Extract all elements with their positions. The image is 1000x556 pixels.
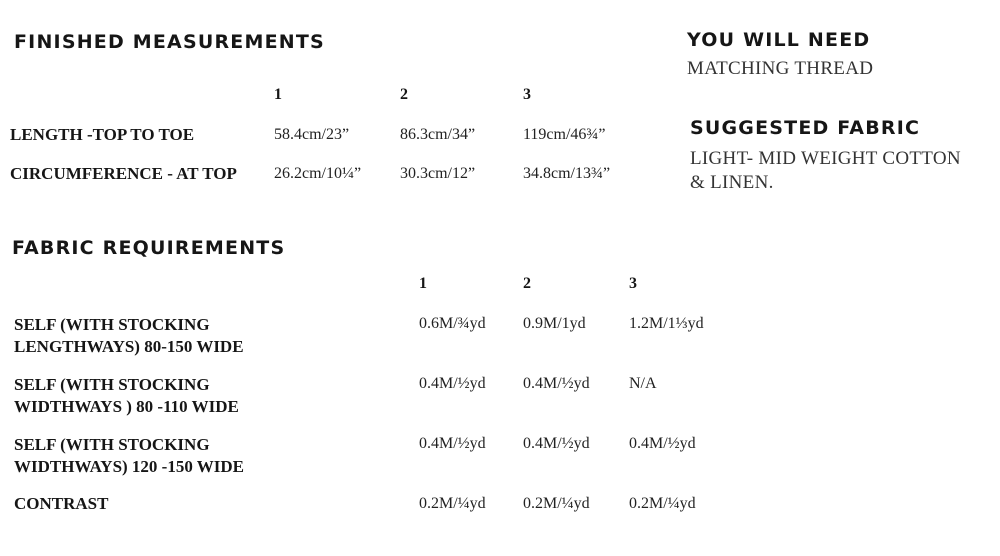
requirement-label-line: SELF (WITH STOCKING <box>14 315 210 334</box>
you-will-need-text: MATCHING THREAD <box>687 58 874 79</box>
requirement-label-line: SELF (WITH STOCKING <box>14 435 210 454</box>
requirements-column-header: 2 <box>523 275 531 292</box>
requirement-value: 0.4M/½yd <box>523 375 590 392</box>
requirement-label-line: WIDTHWAYS ) 80 -110 WIDE <box>14 397 239 416</box>
requirement-value: 0.2M/¼yd <box>419 495 486 512</box>
requirement-row-label <box>14 314 244 358</box>
measurement-row-label: LENGTH -TOP TO TOE <box>10 125 195 144</box>
measurement-value: 86.3cm/34” <box>400 126 476 143</box>
requirement-value: 0.2M/¼yd <box>629 495 696 512</box>
requirements-column-header: 1 <box>419 275 427 292</box>
requirement-row-label <box>14 434 244 478</box>
requirement-value: 0.4M/½yd <box>629 435 696 452</box>
requirement-label-line: LENGTHWAYS) 80-150 WIDE <box>14 337 244 356</box>
measurements-column-header: 1 <box>274 86 282 103</box>
measurement-value: 58.4cm/23” <box>274 126 350 143</box>
measurement-value: 30.3cm/12” <box>400 165 476 182</box>
requirements-column-header: 3 <box>629 275 637 292</box>
requirement-value: 0.9M/1yd <box>523 315 586 332</box>
requirement-row-label <box>14 374 239 418</box>
requirement-value: 0.4M/½yd <box>419 375 486 392</box>
suggested-fabric-heading: SUGGESTED FABRIC <box>690 117 921 139</box>
requirement-label-line: WIDTHWAYS) 120 -150 WIDE <box>14 457 245 476</box>
measurement-value: 26.2cm/10¼” <box>274 165 362 182</box>
you-will-need-heading: YOU WILL NEED <box>687 29 871 51</box>
suggested-fabric-line2: & LINEN. <box>690 172 774 193</box>
requirement-label-line: SELF (WITH STOCKING <box>14 375 210 394</box>
requirement-row-label: CONTRAST <box>14 494 109 513</box>
requirement-value: 0.4M/½yd <box>523 435 590 452</box>
suggested-fabric-line1: LIGHT- MID WEIGHT COTTON <box>690 148 961 169</box>
measurements-column-header: 2 <box>400 86 408 103</box>
measurement-value: 119cm/46¾” <box>523 126 606 143</box>
requirement-value: 0.2M/¼yd <box>523 495 590 512</box>
requirement-value: 0.4M/½yd <box>419 435 486 452</box>
measurements-column-header: 3 <box>523 86 531 103</box>
requirement-value: 0.6M/¾yd <box>419 315 486 332</box>
fabric-requirements-heading: FABRIC REQUIREMENTS <box>12 237 286 259</box>
measurement-row-label: CIRCUMFERENCE - AT TOP <box>10 164 237 183</box>
measurement-value: 34.8cm/13¾” <box>523 165 611 182</box>
requirement-value: 1.2M/1⅓yd <box>629 315 704 332</box>
requirement-value: N/A <box>629 375 657 392</box>
finished-measurements-heading: FINISHED MEASUREMENTS <box>14 31 325 53</box>
